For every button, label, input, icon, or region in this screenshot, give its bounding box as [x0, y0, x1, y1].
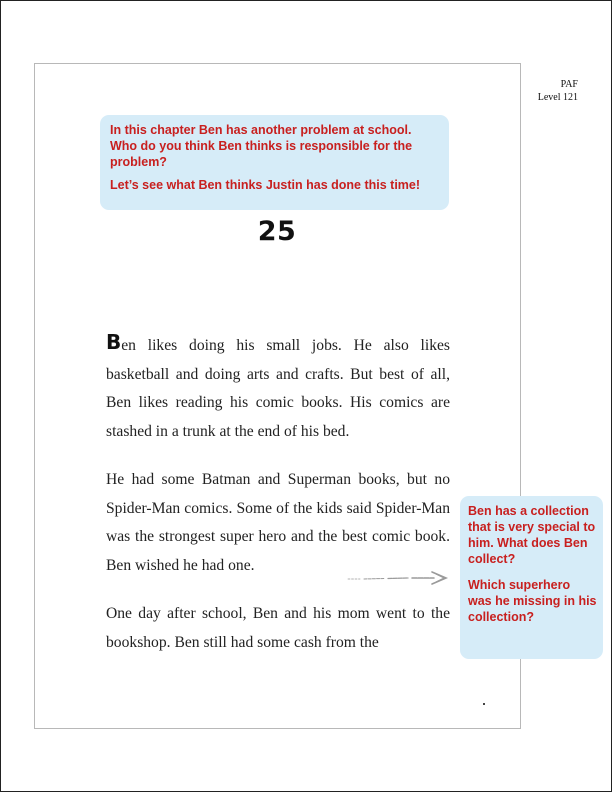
note-superhero-question: Which superhero was he missing in his collection? — [468, 578, 597, 624]
note-prompt: Let’s see what Ben thinks Justin has done this time! — [110, 178, 421, 192]
paragraph-1 — [106, 332, 450, 446]
story-text — [106, 332, 450, 677]
teacher-note-side — [460, 496, 603, 659]
paragraph-3: One day after school, Ben and his mom went to the bookshop. Ben still had some cash from the — [106, 605, 450, 651]
level-label — [478, 78, 578, 104]
paragraph-2: He had some Batman and Superman books, but no Spider-Man comics. Some of the kids said Spider-Man was the strongest super hero and the best comic book. Ben wished he had one. — [106, 471, 450, 574]
arrow-icon — [346, 570, 450, 586]
series-label: PAF — [560, 79, 578, 90]
note-collection-question: Ben has a collection that is very special to him. What does Ben collect? — [468, 504, 596, 566]
note-question: In this chapter Ben has another problem at school. Who do you think Ben thinks is responsible for the problem? — [110, 123, 413, 169]
paragraph-1-text: en likes doing his small jobs. He also likes basketball and doing arts and crafts. But best of all, Ben likes reading his comic books. His comics are stashed in a trunk at the end of his bed. — [106, 337, 450, 440]
drop-cap: B — [106, 330, 122, 354]
reading-level: Level 121 — [537, 92, 578, 103]
teacher-note-top — [100, 115, 449, 210]
chapter-number: 25 — [257, 216, 297, 247]
page-mark — [483, 703, 485, 705]
